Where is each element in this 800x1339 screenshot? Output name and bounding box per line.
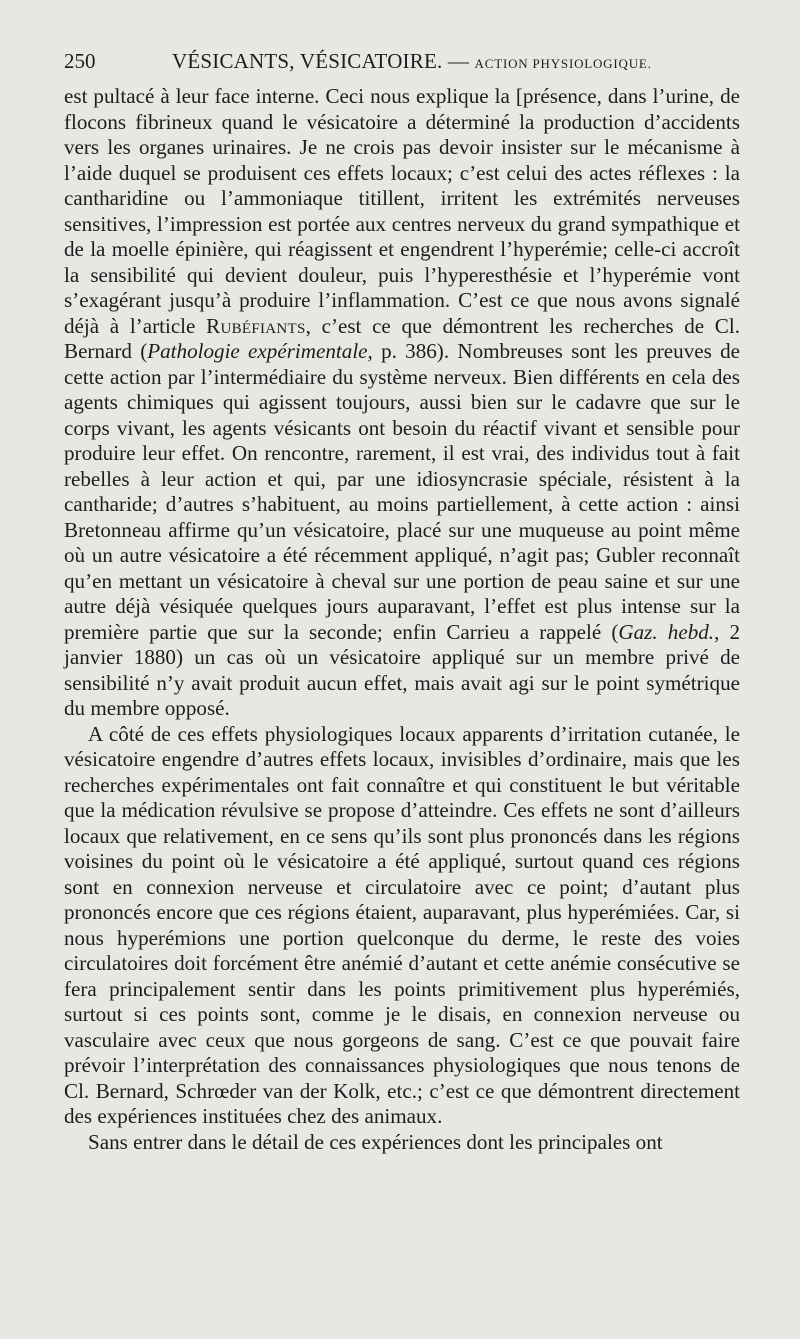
section-title: ACTION PHYSIOLOGIQUE. (474, 56, 652, 71)
running-title: VÉSICANTS, VÉSICATOIRE. (172, 49, 443, 73)
paragraph-3: Sans entrer dans le détail de ces expériences dont les principales ont (88, 1129, 663, 1154)
citation-pathologie-experimentale: Pathologie expérimentale (147, 339, 368, 363)
page-number: 250 (64, 49, 96, 73)
running-title-line (172, 44, 652, 81)
running-header (64, 44, 740, 78)
paragraph-1-text-d: , 2 janvier 1880) un cas où un vésicatoire appliqué sur un membre privé de sensibilité n’y avait produit aucun effet, mais avait agi sur le point symétrique du membre opposé. (64, 619, 740, 720)
paragraph-1-text-c: , p. 386). Nombreuses sont les preuves de cette action par l’intermédiaire du système nerveux. Bien différents en cela des agents chimiques qui agissent toujours, aussi bien sur le cadavre que sur le corps vivant, les agents vésicants ont besoin du réactif vivant et sensible pour produire leur effet. On rencontre, rarement, il est vrai, des individus tout à fait rebelles à leur action et qui, par une idiosyncrasie spéciale, résistent à la cantharide; d’autres s’habituent, au moins partiellement, à cette action : ainsi Bretonneau affirme qu’un vésicatoire, placé sur une muqueuse au point même où un autre vésicatoire a été récemment appliqué, n’agit pas; Gubler reconnaît qu’en mettant un vésicatoire à cheval sur une portion de peau saine et sur une autre déjà vésiquée quelques jours auparavant, l’effet est plus intense sur la première partie que sur la seconde; enfin Carrieu a rappelé ( (64, 339, 740, 644)
paragraph-1 (64, 84, 740, 722)
paragraph-1-text-a: est pultacé à leur face interne. Ceci nous explique la [présence, dans l’urine, de flocons fibrineux quand le vésicatoire a déterminé la production d’accidents vers les organes urinaires. Je ne crois pas devoir insister sur le mécanisme à l’aide duquel se produisent ces effets locaux; c’est celui des actes réflexes : la cantharidine ou l’ammoniaque titillent, irritent les extrémités nerveuses sensitives, l’impression est portée aux centres nerveux du grand sympathique et de la moelle épinière, qui réagissent et engendrent l’hyperémie; celle-ci accroît la sensibilité qui devient douleur, puis l’hyperesthésie et l’hyperémie vont s’exagérant jusqu’à produire l’inflammation. C’est ce que nous avons signalé déjà à l’article (64, 84, 740, 338)
page-body (64, 84, 740, 1155)
title-dash: — (447, 49, 470, 73)
cross-reference-rubefiants: Rubéfiants (206, 313, 306, 338)
citation-gaz-hebd: Gaz. hebd. (618, 619, 715, 644)
paragraph-1-text-b: , c’est ce que démontrent les recherches de Cl. Bernard ( (64, 313, 741, 363)
paragraph-2: A côté de ces effets physiologiques locaux apparents d’irritation cutanée, le vésicatoire engendre d’autres effets locaux, invisibles d’ordinaire, mais que les recherches expérimentales ont fait connaître et qui constituent le but véritable que la médication révulsive se propose d’atteindre. Ces effets ne sont d’ailleurs locaux que relativement, en ce sens qu’ils sont plus prononcés dans les régions voisines du point où le vésicatoire a été appliqué, surtout quand ces régions sont en connexion nerveuse et circulatoire avec ce point; d’autant plus prononcés encore que ces régions étaient, auparavant, plus hyperémiées. Car, si nous hyperémions une portion quelconque du derme, le reste des voies circulatoires doit forcément être anémié d’autant et cette anémie consécutive se fera principalement sentir dans les points primitivement plus hyperémiés, surtout si ces points sont, comme je le disais, en connexion nerveuse ou vasculaire avec ceux que nous gorgeons de sang. C’est ce que pouvait faire prévoir l’interprétation des connaissances physiologiques que nous tenons de Cl. Bernard, Schrœder van der Kolk, etc.; c’est ce que démontrent directement des expériences instituées chez des animaux. (64, 721, 740, 1128)
